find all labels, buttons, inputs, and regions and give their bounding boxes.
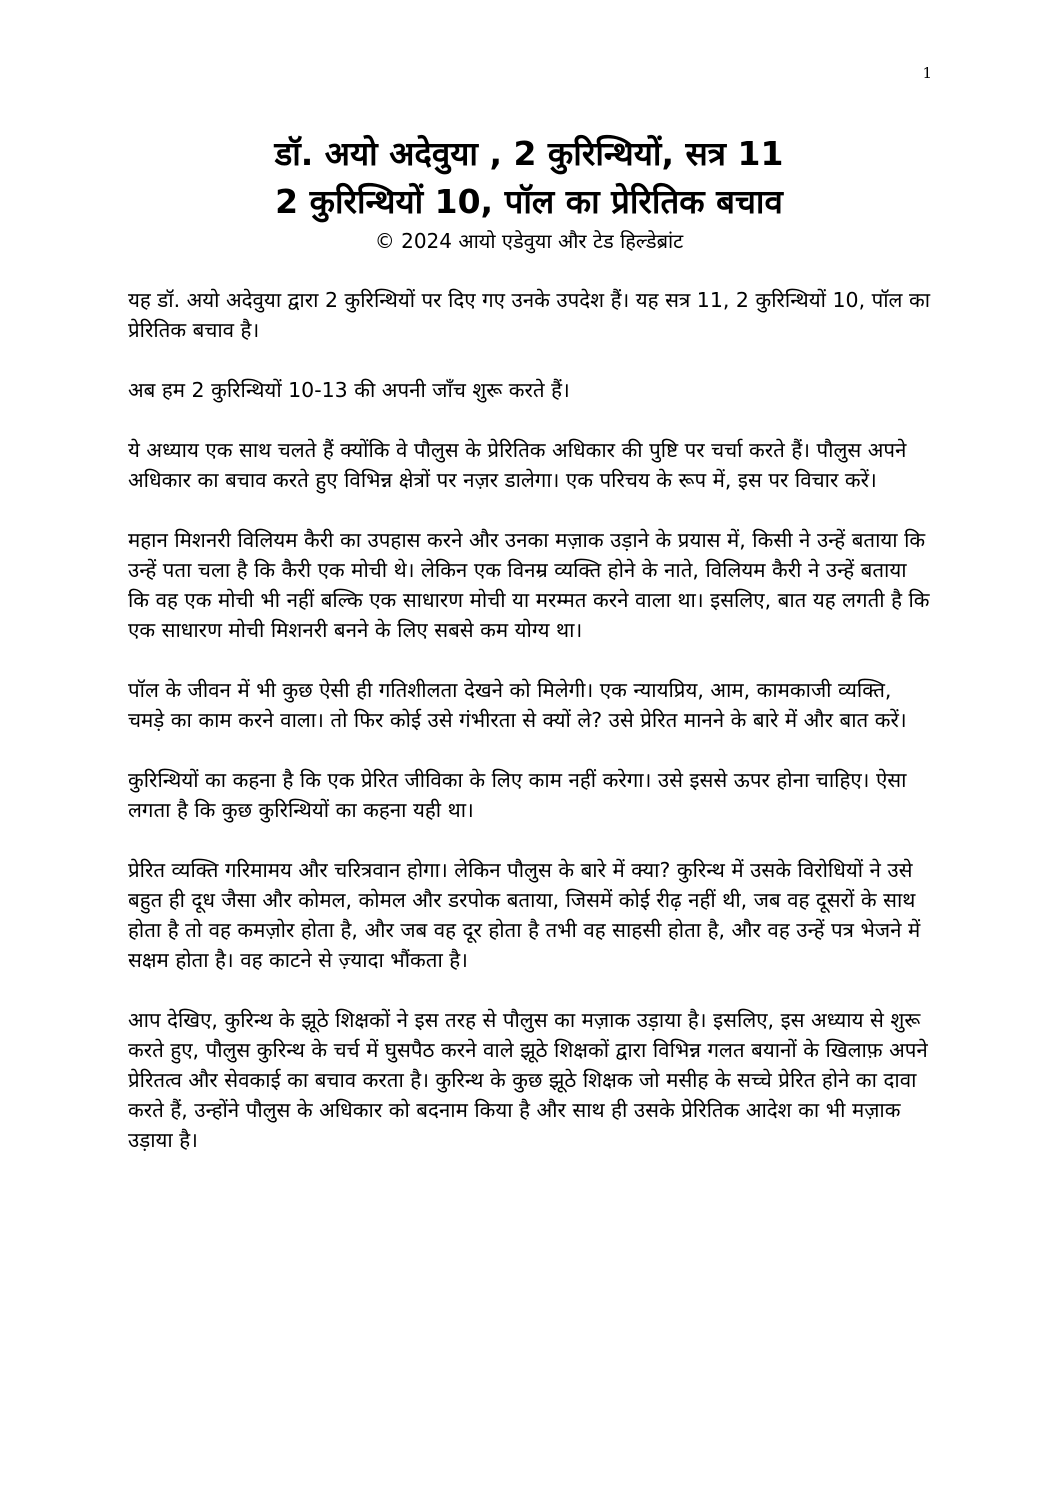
paragraph-4: महान मिशनरी विलियम कैरी का उपहास करने और उनका मज़ाक उड़ाने के प्रयास में, किसी ने उन्हें बताया कि उन्हें पता चला है कि कैरी एक मोची थे। लेकिन एक विनम्र व्यक्ति होने के नाते, विलियम कैरी ने उन्हें बताया कि वह एक मोची भी नहीं बल्कि एक साधारण मोची या मरम्मत करने वाला था। इसलिए, बात यह लगती है कि एक साधारण मोची मिशनरी बनने के लिए सबसे कम योग्य था। xyxy=(128,528,930,642)
paragraph-3: ये अध्याय एक साथ चलते हैं क्योंकि वे पौलुस के प्रेरितिक अधिकार की पुष्टि पर चर्चा करते हैं। पौलुस अपने अधिकार का बचाव करते हुए विभिन्न क्षेत्रों पर नज़र डालेगा। एक परिचय के रूप में, इस पर विचार करें। xyxy=(128,438,907,492)
title-line-2: 2 कुरिन्थियों 10, पॉल का प्रेरितिक बचाव xyxy=(275,182,783,221)
paragraph-8: आप देखिए, कुरिन्थ के झूठे शिक्षकों ने इस तरह से पौलुस का मज़ाक उड़ाया है। इसलिए, इस अध्याय से शुरू करते हुए, पौलुस कुरिन्थ के चर्च में घुसपैठ करने वाले झूठे शिक्षकों द्वारा विभिन्न गलत बयानों के खिलाफ़ अपने प्रेरितत्व और सेवकाई का बचाव करता है। कुरिन्थ के कुछ झूठे शिक्षक जो मसीह के सच्चे प्रेरित होने का दावा करते हैं, उन्होंने पौलुस के अधिकार को बदनाम किया है और साथ ही उसके प्रेरितिक आदेश का भी मज़ाक उड़ाया है। xyxy=(128,1008,928,1152)
copyright-notice: © 2024 आयो एडेवुया और टेड हिल्डेब्रांट xyxy=(374,229,684,253)
paragraph-2: अब हम 2 कुरिन्थियों 10-13 की अपनी जाँच शुरू करते हैं। xyxy=(128,378,570,402)
paragraph-1: यह डॉ. अयो अदेवुया द्वारा 2 कुरिन्थियों पर दिए गए उनके उपदेश हैं। यह सत्र 11, 2 कुरिन्थियों 10, पॉल का प्रेरितिक बचाव है। xyxy=(128,288,931,342)
document-body xyxy=(128,285,934,1185)
document-header xyxy=(0,130,1058,256)
paragraph-6: कुरिन्थियों का कहना है कि एक प्रेरित जीविका के लिए काम नहीं करेगा। उसे इससे ऊपर होना चाहिए। ऐसा लगता है कि कुछ कुरिन्थियों का कहना यही था। xyxy=(128,768,907,822)
title-line-1: डॉ. अयो अदेवुया , 2 कुरिन्थियों, सत्र 11 xyxy=(274,134,784,173)
paragraph-5: पॉल के जीवन में भी कुछ ऐसी ही गतिशीलता देखने को मिलेगी। एक न्यायप्रिय, आम, कामकाजी व्यक्ति, चमड़े का काम करने वाला। तो फिर कोई उसे गंभीरता से क्यों ले? उसे प्रेरित मानने के बारे में और बात करें। xyxy=(128,678,907,732)
paragraph-7: प्रेरित व्यक्ति गरिमामय और चरित्रवान होगा। लेकिन पौलुस के बारे में क्या? कुरिन्थ में उसके विरोधियों ने उसे बहुत ही दूध जैसा और कोमल, कोमल और डरपोक बताया, जिसमें कोई रीढ़ नहीं थी, जब वह दूसरों के साथ होता है तो वह कमज़ोर होता है, और जब वह दूर होता है तभी वह साहसी होता है, और वह उन्हें पत्र भेजने में सक्षम होता है। वह काटने से ज़्यादा भौंकता है। xyxy=(128,858,921,972)
page-number: 1 xyxy=(922,64,932,82)
